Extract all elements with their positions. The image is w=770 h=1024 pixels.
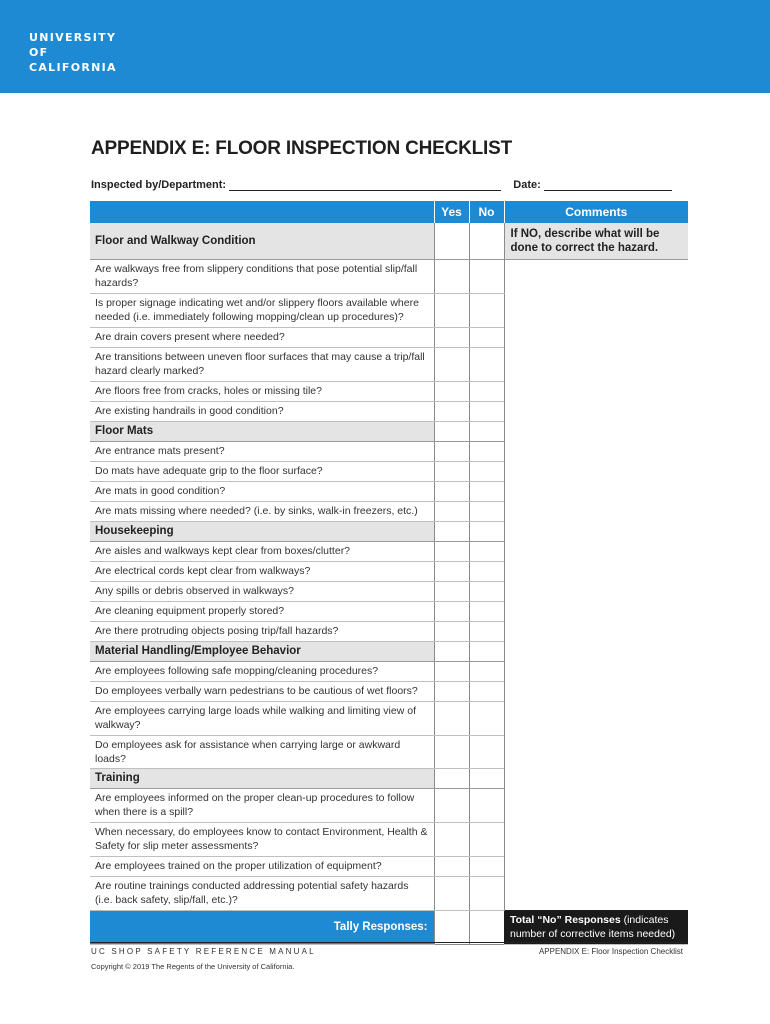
date-field[interactable] [544,181,672,191]
question-text: Do employees ask for assistance when carrying large or awkward loads? [90,735,434,768]
yes-checkbox-cell[interactable] [434,441,469,461]
yes-checkbox-cell[interactable] [434,661,469,681]
no-checkbox-cell[interactable] [469,501,504,521]
no-checkbox-cell[interactable] [469,461,504,481]
no-checkbox-cell[interactable] [469,876,504,910]
question-text: Any spills or debris observed in walkways? [90,581,434,601]
page-title: APPENDIX E: FLOOR INSPECTION CHECKLIST [91,138,512,159]
question-text: Are there protruding objects posing trip/fall hazards? [90,621,434,641]
footer-manual-title: UC SHOP SAFETY REFERENCE MANUAL [91,947,316,956]
yes-checkbox-cell[interactable] [434,681,469,701]
inspected-by-label: Inspected by/Department: [91,179,227,191]
question-text: Is proper signage indicating wet and/or slippery floors available where needed (i.e. immediately following mopping/clean up procedures)? [90,293,434,327]
yes-checkbox-cell[interactable] [434,856,469,876]
question-text: Do employees verbally warn pedestrians to be cautious of wet floors? [90,681,434,701]
section-title: Housekeeping [90,521,434,541]
tally-row [90,910,688,944]
section-title: Training [90,768,434,788]
yes-checkbox-cell[interactable] [434,541,469,561]
checklist-table [90,201,688,945]
question-text: Are cleaning equipment properly stored? [90,601,434,621]
yes-checkbox-cell[interactable] [434,788,469,822]
question-text: Do mats have adequate grip to the floor surface? [90,461,434,481]
header-question-blank [90,201,434,223]
no-checkbox-cell[interactable] [469,347,504,381]
total-no-note: (indicates number of corrective items needed) [510,913,676,940]
no-checkbox-cell[interactable] [469,381,504,401]
yes-checkbox-cell[interactable] [434,461,469,481]
checklist-row [90,259,688,293]
section-no-blank [469,768,504,788]
section-no-blank [469,421,504,441]
section-header-row [90,223,688,259]
yes-checkbox-cell[interactable] [434,601,469,621]
header-no: No [469,201,504,223]
no-checkbox-cell[interactable] [469,822,504,856]
no-checkbox-cell[interactable] [469,441,504,461]
question-text: When necessary, do employees know to contact Environment, Health & Safety for slip meter assessments? [90,822,434,856]
question-text: Are mats missing where needed? (i.e. by sinks, walk-in freezers, etc.) [90,501,434,521]
yes-checkbox-cell[interactable] [434,621,469,641]
header-comments: Comments [504,201,688,223]
no-checkbox-cell[interactable] [469,681,504,701]
no-checkbox-cell[interactable] [469,541,504,561]
no-checkbox-cell[interactable] [469,401,504,421]
no-checkbox-cell[interactable] [469,621,504,641]
footer-page-label: APPENDIX E: Floor Inspection Checklist [538,947,683,956]
section-yes-blank [434,223,469,259]
yes-checkbox-cell[interactable] [434,561,469,581]
no-checkbox-cell[interactable] [469,856,504,876]
yes-checkbox-cell[interactable] [434,481,469,501]
no-checkbox-cell[interactable] [469,601,504,621]
comments-area[interactable] [504,259,688,910]
no-checkbox-cell[interactable] [469,259,504,293]
table-header-row [90,201,688,223]
yes-checkbox-cell[interactable] [434,501,469,521]
section-title: Material Handling/Employee Behavior [90,641,434,661]
no-checkbox-cell[interactable] [469,735,504,768]
question-text: Are drain covers present where needed? [90,327,434,347]
question-text: Are employees following safe mopping/cleaning procedures? [90,661,434,681]
question-text: Are employees trained on the proper utilization of equipment? [90,856,434,876]
yes-checkbox-cell[interactable] [434,876,469,910]
tally-label: Tally Responses: [90,910,434,944]
no-checkbox-cell[interactable] [469,561,504,581]
no-checkbox-cell[interactable] [469,293,504,327]
total-no-responses [504,910,688,944]
no-checkbox-cell[interactable] [469,661,504,681]
yes-checkbox-cell[interactable] [434,259,469,293]
question-text: Are routine trainings conducted addressing potential safety hazards (i.e. back safety, slip/fall, etc.)? [90,876,434,910]
question-text: Are employees carrying large loads while walking and limiting view of walkway? [90,701,434,735]
question-text: Are mats in good condition? [90,481,434,501]
question-text: Are entrance mats present? [90,441,434,461]
comments-instruction: If NO, describe what will be done to correct the hazard. [504,223,688,259]
yes-checkbox-cell[interactable] [434,327,469,347]
section-no-blank [469,223,504,259]
yes-checkbox-cell[interactable] [434,735,469,768]
yes-checkbox-cell[interactable] [434,701,469,735]
footer-copyright: Copyright © 2019 The Regents of the University of California. [91,962,295,971]
logo-line: CALIFORNIA [29,61,117,74]
question-text: Are walkways free from slippery conditions that pose potential slip/fall hazards? [90,259,434,293]
section-no-blank [469,521,504,541]
inspected-by-field[interactable] [229,181,501,191]
yes-checkbox-cell[interactable] [434,347,469,381]
no-checkbox-cell[interactable] [469,581,504,601]
total-no-label: Total “No” Responses [510,913,621,926]
uc-logo [29,30,117,75]
section-no-blank [469,641,504,661]
yes-checkbox-cell[interactable] [434,401,469,421]
no-checkbox-cell[interactable] [469,701,504,735]
yes-checkbox-cell[interactable] [434,293,469,327]
question-text: Are employees informed on the proper clean-up procedures to follow when there is a spill? [90,788,434,822]
question-text: Are aisles and walkways kept clear from boxes/clutter? [90,541,434,561]
no-checkbox-cell[interactable] [469,481,504,501]
logo-line: OF [29,46,49,59]
date-label: Date: [513,179,541,191]
no-checkbox-cell[interactable] [469,327,504,347]
question-text: Are existing handrails in good condition? [90,401,434,421]
question-text: Are electrical cords kept clear from walkways? [90,561,434,581]
footer-rule [90,942,686,943]
no-checkbox-cell[interactable] [469,788,504,822]
yes-checkbox-cell[interactable] [434,581,469,601]
yes-checkbox-cell[interactable] [434,822,469,856]
section-yes-blank [434,768,469,788]
question-text: Are transitions between uneven floor surfaces that may cause a trip/fall hazard clearly marked? [90,347,434,381]
inspection-meta [91,179,691,191]
yes-checkbox-cell[interactable] [434,381,469,401]
section-yes-blank [434,421,469,441]
section-title: Floor Mats [90,421,434,441]
header-banner [0,0,770,93]
section-title: Floor and Walkway Condition [90,223,434,259]
tally-no-cell[interactable] [469,910,504,944]
tally-yes-cell[interactable] [434,910,469,944]
section-yes-blank [434,521,469,541]
header-yes: Yes [434,201,469,223]
section-yes-blank [434,641,469,661]
logo-line: UNIVERSITY [29,31,117,44]
question-text: Are floors free from cracks, holes or missing tile? [90,381,434,401]
